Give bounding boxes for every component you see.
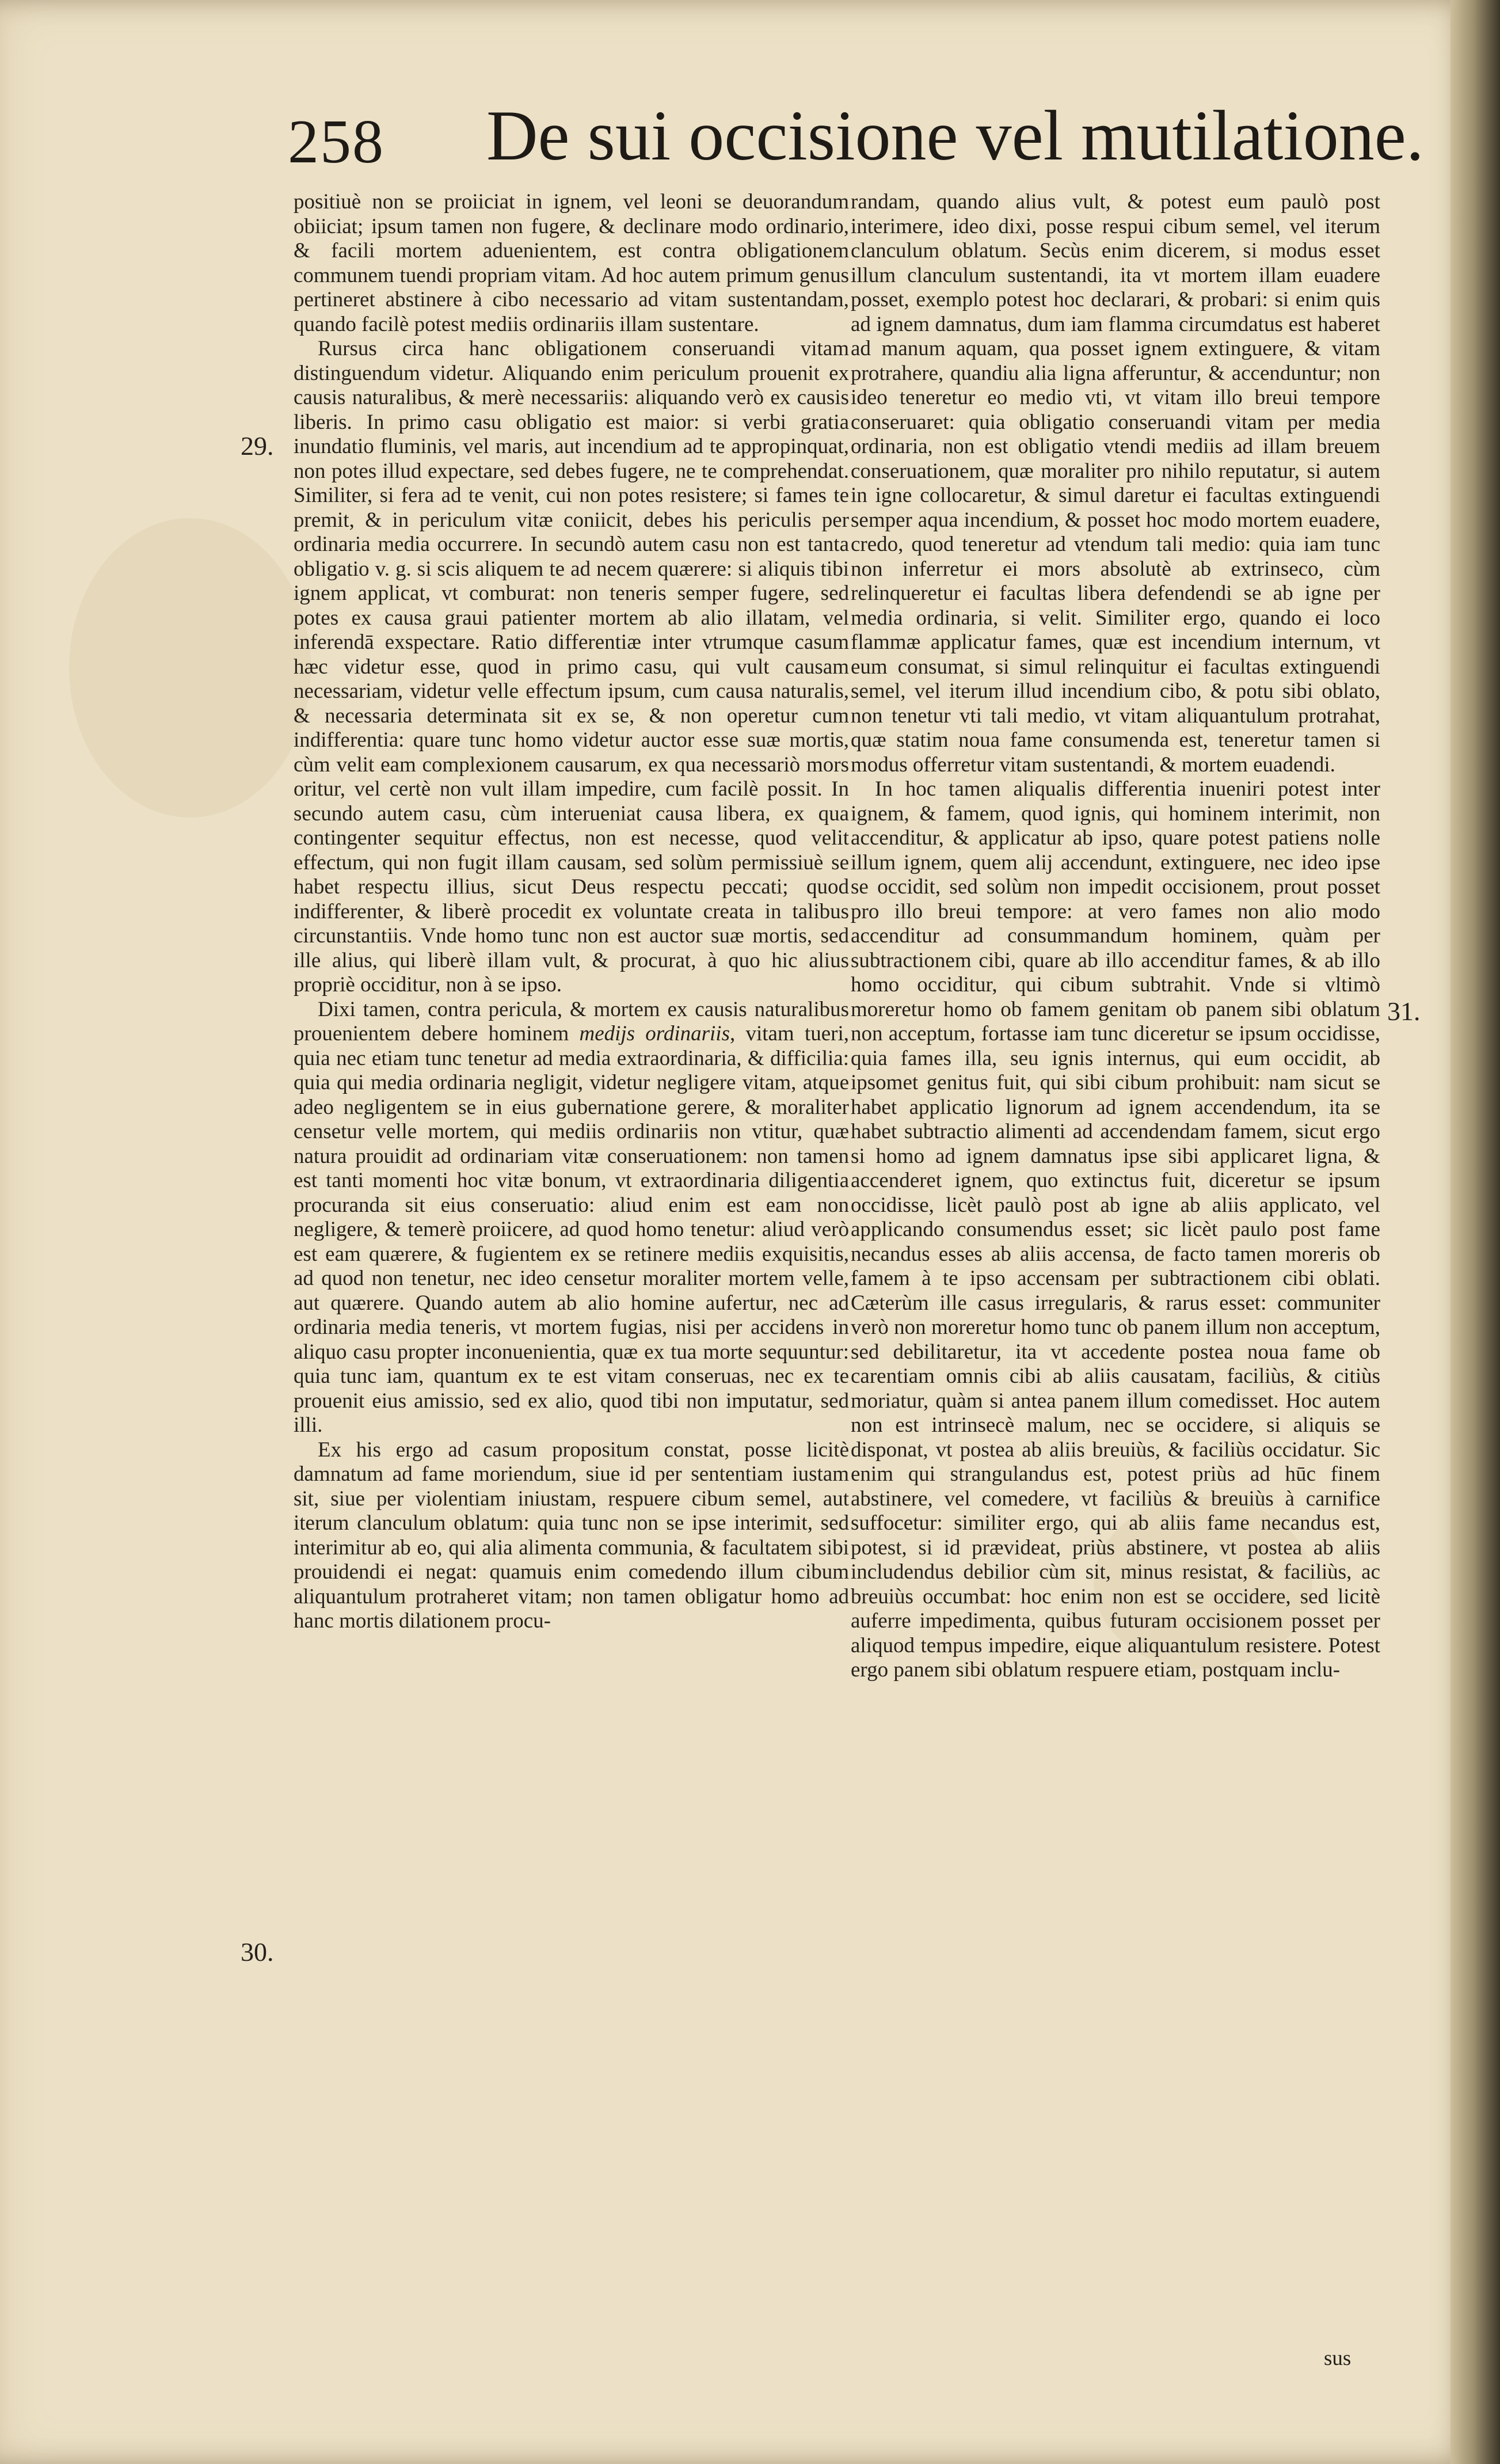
text-run: , vitam tueri, quia nec etiam tunc tenetur ad media extraordinaria, & difficilia: quia qui media ordinaria negligit, videtur negligere vitam, atque adeo negligentem se in eius gubernatione gerere, & moraliter censetur velle mortem, qui mediis ordinariis non vtitur, quæ natura prouidit ad ordinariam vitæ conseruationem: non tamen est tanti momenti hoc vitæ bonum, vt extraordinaria diligentia procuranda sit eius conseruatio: aliud enim est eam non negligere, & temerè proiicere, ad quod homo tenetur: aliud verò est eam quærere, & fugientem ex se retinere mediis exquisitis, ad quod non tenetur, nec ideo censetur moraliter mortem velle, aut quærere. Quando autem ab alio homine aufertur, nec ad ordinaria media teneris, vt mortem fugias, nisi per accidens in aliquo casu propter inconuenientia, quæ ex tua morte sequuntur: quia tunc iam, quantum ex te est vitam conseruas, nec ex te prouenit eius amissio, sed ex alio, quod tibi non imputatur, sed illi. — [294, 1022, 849, 1437]
paragraph: randam, quando alius vult, & potest eum paulò post interimere, ideo dixi, posse respui cibum semel, vel iterum clanculum oblatum. Secùs enim dicerem, si modus esset illum clanculum sustentandi, ita vt mortem illam euadere posset, exemplo potest hoc declarari, & probari: si enim quis ad ignem damnatus, dum iam flamma circumdatus est haberet ad manum aquam, qua posset ignem extinguere, & vitam protrahere, quandiu alia ligna afferuntur, & accenduntur; non ideo teneretur eo medio vti, vt vitam illo breui tempore conseruaret: quia obligatio conseruandi vitam per media ordinaria, non est obligatio vtendi mediis ad illam breuem conseruationem, quæ moraliter pro nihilo reputatur, si autem in igne collocaretur, & simul daretur ei facultas extinguendi semper aqua incendium, & posset hoc modo mortem euadere, credo, quod teneretur ad vtendum tali medio: quia iam tunc non inferretur ei mors absolutè ab extrinseco, cùm relinqueretur ei facultas libera defendendi se ab igne per media ordinaria, si velit. Similiter ergo, quando ei loco flammæ applicatur fames, quæ est incendium internum, vt eum consumat, si simul relinquitur ei facultas extinguendi semel, vel iterum illud incendium cibo, & potu sibi oblato, non tenetur vti tali medio, vt vitam aliquantulum protrahat, quæ statim noua fame consumenda est, teneretur tamen si modus offerretur vitam sustentandi, & mortem euadendi. — [851, 190, 1380, 777]
page-gutter-edge — [1450, 0, 1500, 2464]
page-number: 258 — [288, 108, 384, 176]
margin-number-31: 31. — [1387, 997, 1421, 1026]
italic-text: medijs ordinariis — [579, 1022, 730, 1045]
left-column — [294, 190, 849, 1634]
paragraph: positiuè non se proiiciat in ignem, vel leoni se deuorandum obiiciat; ipsum tamen non fugere, & declinare modo ordinario, & facili mortem aduenientem, est contra obligationem communem tuendi propriam vitam. Ad hoc autem primum genus pertineret abstinere à cibo necessario ad vitam sustentandam, quando facilè potest mediis ordinariis illam sustentare. — [294, 190, 849, 336]
running-title: De sui occisione vel mutilatione. — [486, 96, 1424, 175]
paragraph: Ex his ergo ad casum propositum constat, posse licitè damnatum ad fame moriendum, siue id per sententiam iustam sit, siue per violentiam iniustam, respuere cibum semel, aut iterum clanculum oblatum: quia tunc non se ipse interimit, sed interimitur ab eo, qui alia alimenta communia, & facultatem sibi prouidendi ei negat: quamuis enim comedendo illum cibum aliquantulum protraheret vitam; non tamen obligatur homo ad hanc mortis dilationem procu- — [294, 1438, 849, 1633]
text-run: Dixi tamen, contra pericula, & mortem ex causis naturalibus prouenientem debere hominem — [294, 997, 849, 1045]
right-column — [851, 190, 1380, 1683]
paper-stain — [69, 518, 311, 817]
margin-number-30: 30. — [241, 1937, 274, 1967]
margin-number-29: 29. — [241, 431, 274, 461]
paragraph: In hoc tamen aliqualis differentia inueniri potest inter ignem, & famem, quod ignis, qui hominem interimit, non accenditur, & applicatur ab ipso, quare potest patiens nolle illum ignem, quem alij accendunt, extinguere, nec ideo ipse se occidit, sed solùm non impedit occisionem, prout posset pro illo breui tempore: at vero fames non alio modo accenditur ad consummandum hominem, quàm per subtractionem cibi, quare ab illo accenditur fames, & ab illo homo occiditur, qui cibum subtrahit. Vnde si vltimò moreretur homo ob famem genitam ob panem sibi oblatum non acceptum, fortasse iam tunc diceretur se ipsum occidisse, quia fames illa, seu ignis internus, qui eum occidit, ab ipsomet genitus fuit, qui sibi cibum prohibuit: nam sicut se habet applicatio lignorum ad ignem accendendum, ita se habet subtractio alimenti ad accendendam famem, sicut ergo si homo ad ignem damnatus ipse sibi applicaret ligna, & accenderet ignem, quo extinctus fuit, diceretur se ipsum occidisse, licèt paulò post ab igne ab aliis applicato, vel applicando consumendus esset; sic licèt paulo post fame necandus esses ab aliis accensa, de facto tamen moreris ob famem à te ipso accensam per subtractionem cibi oblati. Cæterùm ille casus irregularis, & rarus esset: communiter verò non moreretur homo tunc ob panem illum non acceptum, sed debilitaretur, ita vt accedente postea noua fame ob carentiam omnis cibi ab aliis causatam, faciliùs, & citiùs moriatur, quàm si antea panem illum comedisset. Hoc autem non est intrinsecè malum, nec se occidere, si aliquis se disponat, vt postea ab aliis breuiùs, & faciliùs occidatur. Sic enim qui strangulandus est, potest priùs ad hūc finem abstinere, vel comedere, vt faciliùs & breuiùs à carnifice suffocetur: similiter ergo, qui ab aliis fame necandus est, potest, si id prævideat, priùs abstinere, vt postea ab aliis includendus debilior cùm sit, minus resistat, & faciliùs, ac breuiùs occumbat: hoc enim non est se occidere, sed licitè auferre impedimenta, quibus futuram occisionem posset per aliquod tempus impedire, eique aliquantulum resistere. Potest ergo panem sibi oblatum respuere etiam, postquam inclu- — [851, 777, 1380, 1682]
page-header — [288, 95, 1424, 181]
paragraph — [294, 998, 849, 1438]
catchword: sus — [1324, 2347, 1351, 2370]
paragraph: Rursus circa hanc obligationem conseruandi vitam distinguendum videtur. Aliquando enim periculum prouenit ex causis naturalibus, & merè necessariis: aliquando verò ex causis liberis. In primo casu obligatio est maior: si verbi gratia inundatio fluminis, vel maris, aut incendium ad te appropinquat, non potes illud expectare, sed debes fugere, ne te comprehendat. Similiter, si fera ad te venit, cui non potes resistere; si fames te premit, & in periculum vitæ coniicit, debes his periculis per ordinaria media occurrere. In secundò autem casu non est tanta obligatio v. g. si scis aliquem te ad necem quærere: si aliquis tibi ignem applicat, vt comburat: non teneris semper fugere, sed potes ex causa graui patienter mortem ab alio illatam, vel inferendā exspectare. Ratio differentiæ inter vtrumque casum hæc videtur esse, quod in primo casu, qui vult causam necessariam, videtur velle effectum ipsum, cum causa naturalis, & necessaria determinata sit ex se, & non operetur cum indifferentia: quare tunc homo videtur auctor esse suæ mortis, cùm velit eam complexionem causarum, ex qua necessariò mors oritur, vel certè non vult illam impedire, cum facilè possit. In secundo autem casu, cùm interueniat causa libera, ex qua contingenter sequitur effectus, non est necesse, quod velit effectum, qui non fugit illam causam, sed solùm permissiuè se habet respectu illius, sicut Deus respectu peccati; quod indifferenter, & liberè procedit ex voluntate creata in talibus circunstantiis. Vnde homo tunc non est auctor suæ mortis, sed ille alius, qui liberè illam vult, & procurat, à quo hic alius propriè occiditur, non à se ipso. — [294, 337, 849, 997]
